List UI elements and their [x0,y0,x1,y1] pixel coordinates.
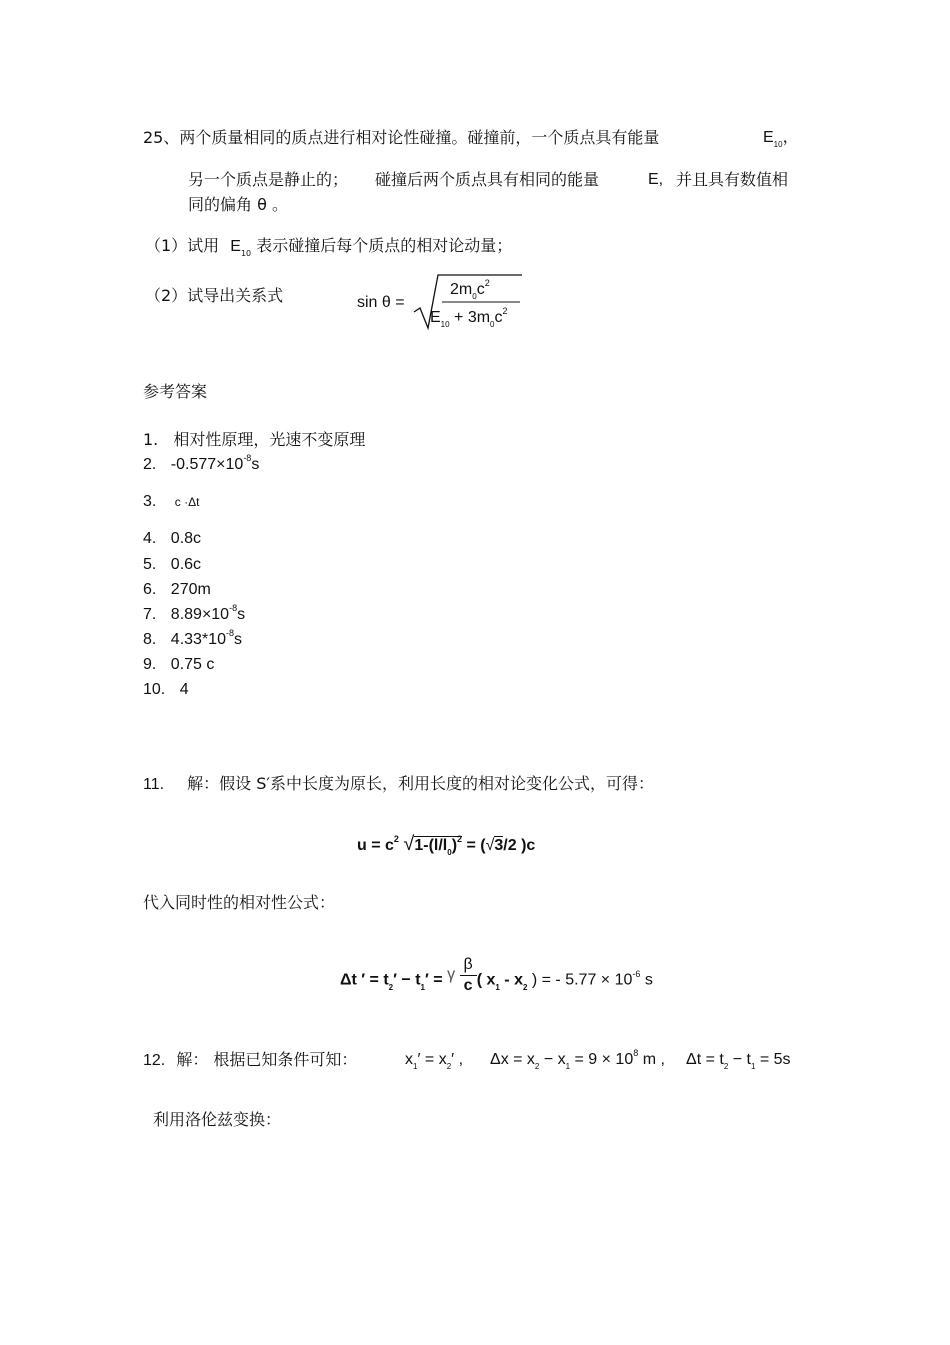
q25-line2b: 碰撞后两个质点具有相同的能量 [375,170,600,189]
q25-line2c: 并且具有数值相 [676,170,789,189]
answer-1 [143,430,365,450]
eq2-dt: Δt ′ = t [340,971,389,989]
q25-line3-text: 同的偏角 θ 。 [188,195,288,214]
answers-title-text: 参考答案 [143,382,208,401]
answer-text: 4 [179,681,189,698]
q25-line2-e [648,170,663,190]
answer-2 [143,455,259,476]
eq-result: /2 )c [503,837,536,854]
q11-equation [357,834,535,858]
answer-6 [143,580,211,600]
den-3m: + 3m [449,309,491,326]
part1-sub: 10 [240,249,252,258]
part1-e: E [230,238,241,255]
eq2-sub4: 2 [522,982,528,992]
answer-tail: s [233,631,242,648]
answer-number: 4. [143,530,157,547]
eq2-unit: s [640,971,653,989]
answer-7 [143,605,245,626]
answer-text: 0.8c [170,530,202,547]
q25-line2 [188,170,348,190]
q25-line2b-wrap [375,170,599,190]
x1-sub: 1 [413,1062,418,1071]
eq-sub: 0 [447,848,452,857]
answer-4 [143,529,201,549]
answer-text: 相对性原理，光速不变原理 [173,430,366,449]
answer-sup: -8 [243,453,252,463]
x2-sub: 2 [446,1062,452,1071]
eq2-eq: ′ = [424,971,448,989]
q11-equation2 [340,956,653,996]
x-comma: ′ , [451,1051,464,1068]
sin-theta-lhs [357,293,405,313]
answer-5 [143,555,201,575]
den-sub1: 10 [440,320,450,329]
answer-number: 1. [143,430,159,449]
eq-sup2: 2 [457,834,463,844]
answer-text: c ·Δt [174,495,200,509]
dx-sub1: 1 [565,1062,571,1071]
answer-text: 0.75 c [170,656,215,673]
answer-text: 0.6c [170,556,202,573]
q25-line2a: 另一个质点是静止的； [188,170,349,189]
e-subscript: 10 [773,140,783,149]
answer-8 [143,630,242,651]
q11-subtext-text: 代入同时性的相对性公式： [143,893,336,912]
answer-sup: -8 [229,603,238,613]
q12-text: 解： 根据已知条件可知： [176,1050,358,1069]
dx-minus: − x [539,1051,566,1068]
answer-text: 8.89×10 [170,606,230,623]
formula-numerator [450,280,490,302]
dt: Δt = t [686,1051,724,1068]
eq2-sub3: 1 [495,982,500,992]
num-sup: 2 [484,278,490,288]
eq-u-c: u = c [357,837,394,854]
q12-line [143,1050,357,1071]
den-c: c [494,309,503,326]
eq2-sup: -6 [632,968,641,979]
part1-suffix: 表示碰撞后每个质点的相对论动量； [256,236,513,255]
den-sub2: 0 [490,320,495,329]
formula-denominator [430,308,508,330]
q11-line [143,774,654,795]
eq-sup: 2 [393,834,399,844]
answer-text: 270m [170,581,211,598]
q12-subtext-text: 利用洛伦兹变换： [153,1110,282,1129]
beta-over-c [460,955,477,996]
num-sub: 0 [472,292,477,301]
eq-sqrt-3: 3 [494,837,504,854]
dx-sub2: 2 [534,1062,540,1071]
answer-number: 9. [143,656,157,673]
answer-tail: s [237,606,246,623]
answer-number: 7. [143,606,157,623]
x1: x [405,1051,413,1068]
num-c: c [476,281,485,298]
part1-prefix: （1）试用 [145,236,220,255]
answer-number: 10. [143,681,166,698]
sin-theta-label: sin θ = [357,294,405,311]
sqrt-icon-2: √ [485,837,495,854]
dt-sub1: 1 [750,1062,756,1071]
q25-line2-e-text: E, [648,171,664,188]
dx-sup: 8 [633,1048,639,1058]
dt-value: = 5s [755,1051,791,1068]
answer-text: 4.33*10 [170,631,226,648]
dx-value: = 9 × 10 [570,1051,634,1068]
e-symbol: E [763,129,774,146]
q12-eq3 [686,1050,791,1072]
dt-minus: − t [728,1051,751,1068]
sqrt-icon: √ [403,833,415,855]
answer-number: 3. [143,493,157,510]
answer-number: 2. [143,456,157,473]
beta-symbol: β [463,956,473,973]
eq2-sub1: 2 [388,982,394,992]
eq-inner: 1-(l/l [414,837,448,854]
q12-subtext [153,1110,281,1130]
q25-line1-text: 25、两个质量相同的质点进行相对论性碰撞。碰撞前，一个质点具有能量 [143,128,660,147]
answer-number: 5. [143,556,157,573]
answers-title [143,382,207,402]
dx-unit: m , [638,1051,665,1068]
x2: ′ = x [417,1051,447,1068]
den-e: E [430,309,441,326]
q12-label: 12. [143,1052,166,1069]
num-2m: 2m [450,281,473,298]
q25-line1 [143,128,659,148]
eq-close: ) [451,837,458,854]
answer-9 [143,655,214,675]
eq2-x1: ( x [476,971,496,989]
q25-part1 [145,236,512,259]
q11-text: 解：假设 S′系中长度为原长，利用长度的相对论变化公式，可得： [187,774,655,793]
eq2-result: ) = - 5.77 × 10 [527,971,633,989]
answer-text: -0.577×10 [170,456,244,473]
eq2-sub2: 1 [420,982,425,992]
q12-eq2 [490,1050,665,1072]
eq2-x2: - x [499,971,523,989]
comma: ， [782,129,799,146]
q12-eq1 [405,1050,463,1072]
answer-10 [143,680,189,700]
q11-subtext [143,893,335,913]
den-sup: 2 [502,306,508,316]
eq2-minus: ′ − t [393,971,421,989]
q25-line3 [188,195,288,215]
answer-number: 6. [143,581,157,598]
c-symbol: c [460,975,477,996]
answer-sup: -8 [225,628,234,638]
answer-number: 8. [143,631,157,648]
eq-equals: = ( [462,837,486,854]
q11-label: 11. [143,776,165,793]
q25-e10 [763,128,799,150]
answer-3 [143,492,199,512]
part2-text: （2）试导出关系式 [145,286,284,305]
q25-line2c-wrap [676,170,788,190]
answer-tail: s [251,456,260,473]
dx: Δx = x [490,1051,535,1068]
dt-sub2: 2 [723,1062,729,1071]
q25-part2 [145,286,283,306]
gamma-symbol: γ [447,965,456,983]
